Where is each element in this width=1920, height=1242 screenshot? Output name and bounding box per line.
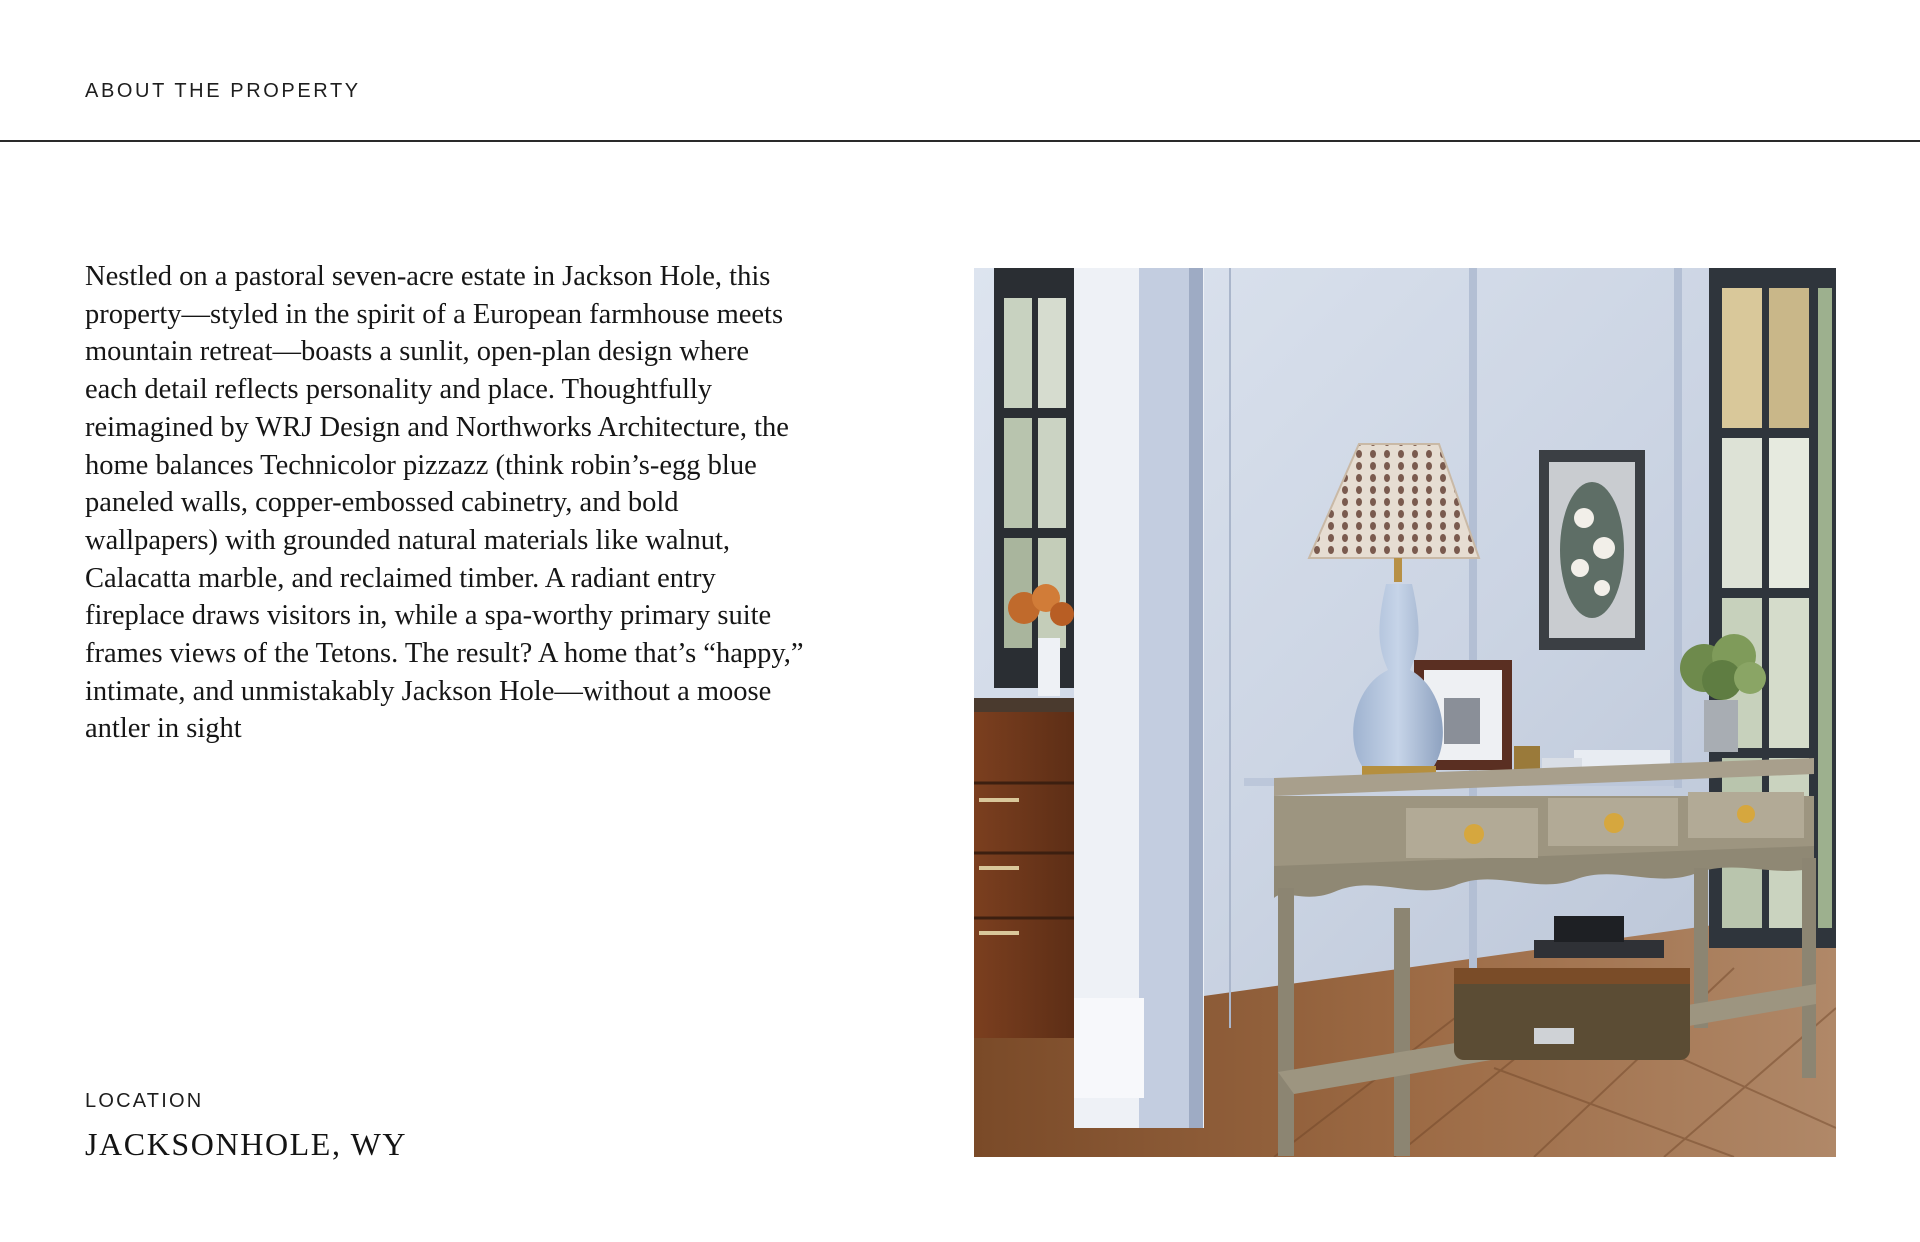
location-value: JACKSONHOLE, WY [85, 1126, 408, 1162]
property-description: Nestled on a pastoral seven-acre estate in Jackson Hole, this property—styled in the spirit of a European farmhouse meets mountain retreat—boasts a sunlit, open-plan design where each detail reflects personality and place. Thoughtfully reimagined by WRJ Design and Northworks Architecture, the home balances Technicolor pizzazz (think robin’s-egg blue paneled walls, copper-embossed cabinetry, and bold wallpapers) with grounded natural materials like walnut, Calacatta marble, and reclaimed timber. A radiant entry fireplace draws visitors in, while a spa-worthy primary suite frames views of the Tetons. The result? A home that’s “happy,” intimate, and unmistakably Jackson Hole—without a moose antler in sight [85, 261, 804, 745]
page-header [0, 0, 1920, 142]
section-title: ABOUT THE PROPERTY [85, 80, 361, 102]
interior-photo-illustration [974, 268, 1836, 1157]
location-label: LOCATION [85, 1090, 204, 1112]
property-photo [974, 268, 1836, 1157]
